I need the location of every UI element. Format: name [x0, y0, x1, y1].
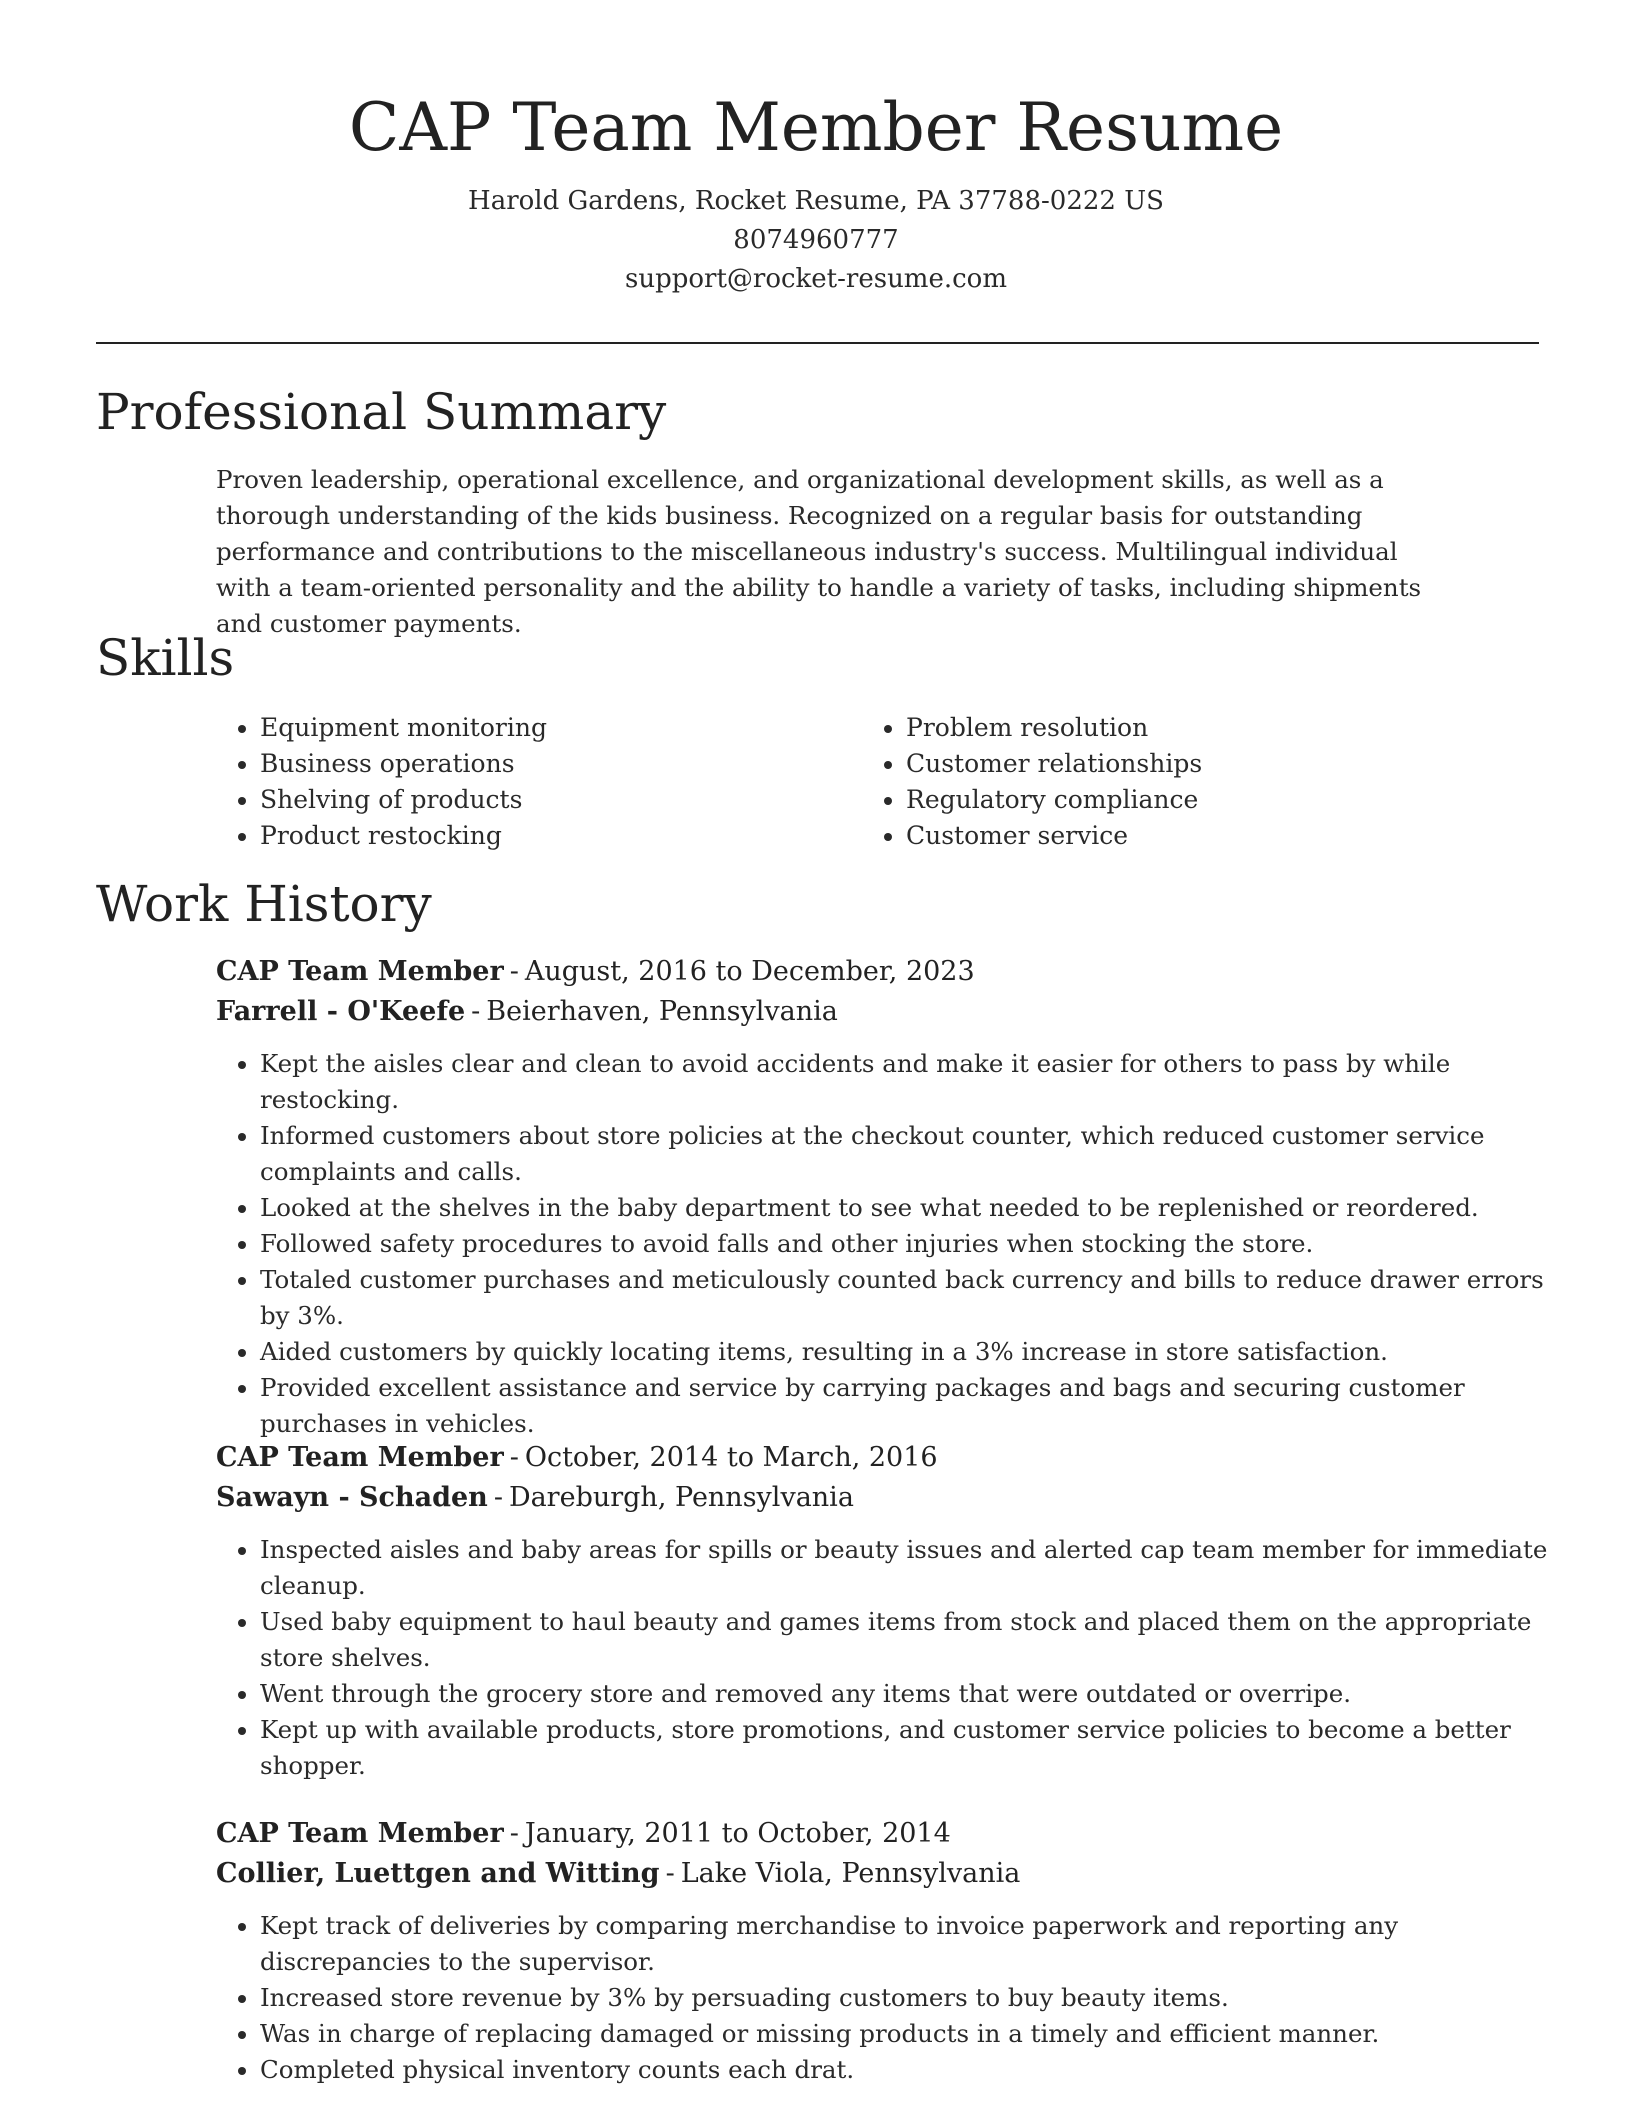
skills-heading: Skills — [96, 629, 235, 687]
job-entry — [216, 952, 1546, 1442]
resume-title: CAP Team Member Resume — [348, 89, 1284, 166]
contact-email: support@rocket-resume.com — [624, 264, 1007, 294]
job-bullet: • Inspected aisles and baby areas for spills or beauty issues and alerted cap team member for immediate cleanup. — [260, 1532, 1560, 1604]
job-dates: January, 2011 to October, 2014 — [524, 1818, 951, 1849]
job-location: Dareburgh, Pennsylvania — [508, 1482, 854, 1513]
job-bullets — [216, 1046, 1560, 1442]
job-bullet: • Informed customers about store policies at the checkout counter, which reduced customer service complaints and calls. — [260, 1118, 1560, 1190]
job-entry — [216, 1814, 1546, 2088]
skills-list-left — [216, 710, 547, 854]
skills-list-right — [862, 710, 1202, 854]
job-location: Lake Viola, Pennsylvania — [680, 1858, 1021, 1889]
skill-item: • Customer service — [906, 818, 1202, 854]
job-bullet: • Followed safety procedures to avoid falls and other injuries when stocking the store. — [260, 1226, 1560, 1262]
job-company: Sawayn - Schaden — [216, 1482, 488, 1513]
job-location: Beierhaven, Pennsylvania — [486, 996, 838, 1027]
contact-address: Harold Gardens, Rocket Resume, PA 37788-0222 US — [468, 186, 1164, 216]
resume-header — [0, 84, 1632, 299]
job-entry — [216, 1438, 1546, 1784]
job-bullet: • Completed physical inventory counts each drat. — [260, 2052, 1560, 2088]
job-title-line: CAP Team Member - January, 2011 to October, 2014 — [216, 1818, 951, 1849]
job-bullets — [216, 1532, 1560, 1784]
job-company-line: Farrell - O'Keefe - Beierhaven, Pennsylvania — [216, 996, 838, 1027]
job-title-line: CAP Team Member - August, 2016 to December, 2023 — [216, 956, 975, 987]
job-bullet: • Kept the aisles clear and clean to avoid accidents and make it easier for others to pass by while restocking. — [260, 1046, 1560, 1118]
skill-item: • Customer relationships — [906, 746, 1202, 782]
job-company: Farrell - O'Keefe — [216, 996, 466, 1027]
job-title-line: CAP Team Member - October, 2014 to March, 2016 — [216, 1442, 938, 1473]
skill-item: • Business operations — [260, 746, 547, 782]
skill-item: • Product restocking — [260, 818, 547, 854]
job-bullet: • Increased store revenue by 3% by persuading customers to buy beauty items. — [260, 1980, 1560, 2016]
job-title: CAP Team Member — [216, 956, 504, 987]
skill-item: • Problem resolution — [906, 710, 1202, 746]
skill-item: • Equipment monitoring — [260, 710, 547, 746]
job-bullet: • Provided excellent assistance and service by carrying packages and bags and securing customer purchases in vehicles. — [260, 1370, 1560, 1442]
job-company: Collier, Luettgen and Witting — [216, 1858, 660, 1889]
job-bullet: • Aided customers by quickly locating items, resulting in a 3% increase in store satisfaction. — [260, 1334, 1560, 1370]
job-bullet: • Kept track of deliveries by comparing merchandise to invoice paperwork and reporting any discrepancies to the supervisor. — [260, 1908, 1560, 1980]
job-bullet: • Kept up with available products, store promotions, and customer service policies to become a better shopper. — [260, 1712, 1560, 1784]
contact-phone: 8074960777 — [733, 225, 899, 255]
skill-item: • Shelving of products — [260, 782, 547, 818]
job-company-line: Sawayn - Schaden - Dareburgh, Pennsylvania — [216, 1482, 854, 1513]
job-dates: August, 2016 to December, 2023 — [524, 956, 975, 987]
skill-item: • Regulatory compliance — [906, 782, 1202, 818]
work-history-heading: Work History — [96, 875, 432, 933]
job-bullet: • Totaled customer purchases and meticulously counted back currency and bills to reduce drawer errors by 3%. — [260, 1262, 1560, 1334]
job-bullet: • Used baby equipment to haul beauty and games items from stock and placed them on the appropriate store shelves. — [260, 1604, 1560, 1676]
job-title: CAP Team Member — [216, 1442, 504, 1473]
job-bullets — [216, 1908, 1560, 2088]
job-dates: October, 2014 to March, 2016 — [524, 1442, 938, 1473]
job-bullet: • Looked at the shelves in the baby department to see what needed to be replenished or reordered. — [260, 1190, 1560, 1226]
contact-info — [0, 182, 1632, 299]
job-title: CAP Team Member — [216, 1818, 504, 1849]
header-divider — [96, 342, 1539, 344]
summary-text: Proven leadership, operational excellence, and organizational development skills, as well as a thorough understanding of the kids business. Recognized on a regular basis for outstanding performance and contributions to the miscellaneous industry's success. Multilingual individual with a team-oriented personality and the ability to handle a variety of tasks, including shipments and customer payments. — [216, 465, 1422, 638]
job-bullet: • Went through the grocery store and removed any items that were outdated or overripe. — [260, 1676, 1560, 1712]
job-bullet: • Was in charge of replacing damaged or missing products in a timely and efficient manner. — [260, 2016, 1560, 2052]
job-company-line: Collier, Luettgen and Witting - Lake Viola, Pennsylvania — [216, 1858, 1021, 1889]
summary-heading: Professional Summary — [96, 383, 667, 441]
